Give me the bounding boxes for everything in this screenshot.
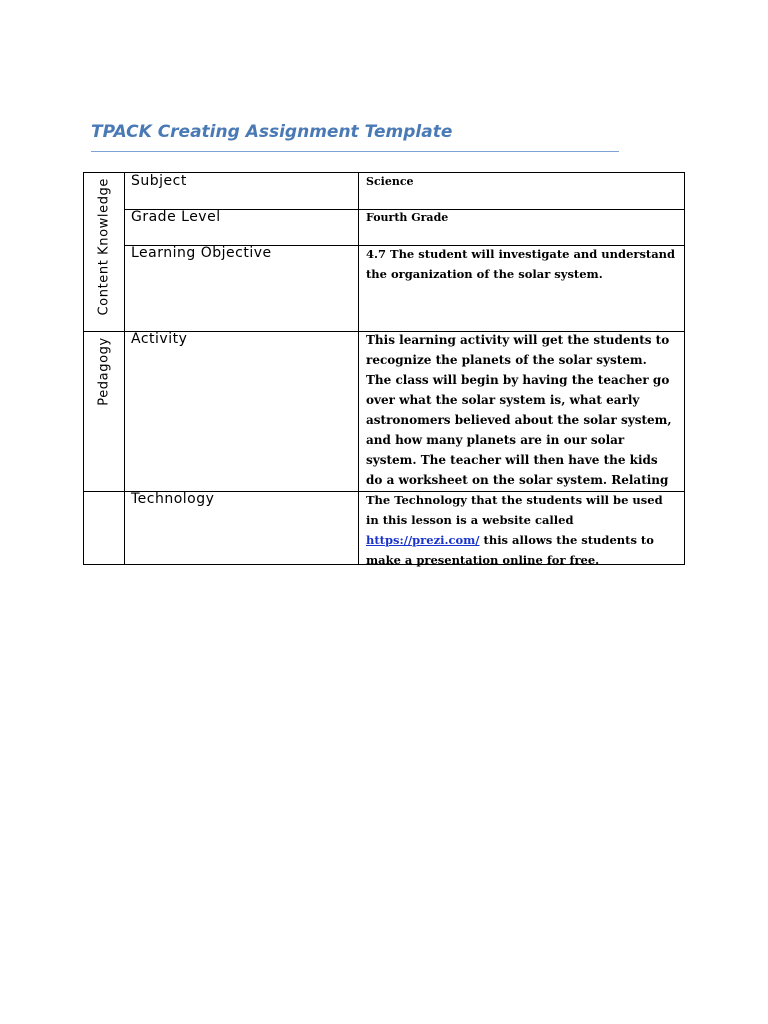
title-underline: [91, 151, 619, 152]
page-title: TPACK Creating Assignment Template: [91, 122, 453, 142]
table-border-right: [684, 172, 685, 565]
subject-value: Science: [366, 175, 414, 188]
grade-level-value: Fourth Grade: [366, 211, 449, 224]
activity-value: This learning activity will get the students to recognize the planets of the solar system. The class will begin by having the teacher go over what the solar system is, what early astronomers believed about the solar system, and how many planets are in our solar system. The teacher will then have the kids do a worksheet on the solar system. Relating: [366, 333, 672, 487]
technology-value: [366, 490, 676, 570]
column-divider: [124, 172, 125, 565]
subject-label: Subject: [131, 173, 187, 189]
grade-level-label: Grade Level: [131, 209, 221, 225]
prezi-link[interactable]: https://prezi.com/: [366, 533, 480, 547]
learning-objective-label: Learning Objective: [131, 245, 272, 261]
learning-objective-value: 4.7 The student will investigate and understand the organization of the solar system.: [366, 247, 676, 281]
tpack-table: [83, 172, 685, 565]
technology-label: Technology: [131, 491, 215, 507]
side-label-pedagogy: Pedagogy: [96, 337, 112, 406]
table-border-left: [83, 172, 84, 565]
technology-text-before: The Technology that the students will be used in this lesson is a website called: [366, 493, 663, 527]
activity-label: Activity: [131, 331, 188, 347]
column-divider: [358, 172, 359, 565]
technology-text-after: this allows the students to make a presentation online for free.: [366, 533, 654, 567]
side-label-content-knowledge: Content Knowledge: [96, 178, 112, 316]
